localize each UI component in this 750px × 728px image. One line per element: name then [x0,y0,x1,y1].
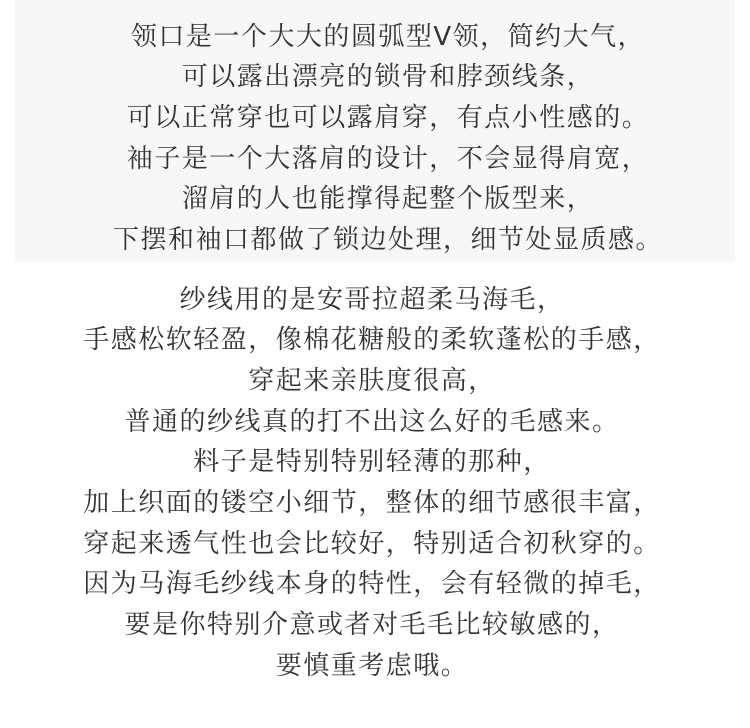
text-line: 普通的纱线真的打不出这么好的毛感来。 [124,406,620,437]
text-line: 要是你特别介意或者对毛毛比较敏感的， [124,610,620,641]
text-line: 纱线用的是安哥拉超柔马海毛， [179,284,565,315]
text-line: 料子是特别特别轻薄的那种， [193,447,551,478]
text-line: 穿起来透气性也会比较好，特别适合初秋穿的。 [83,528,661,559]
text-line: 加上织面的镂空小细节，整体的细节感很丰富， [83,488,661,519]
text-line: 下摆和袖口都做了锁边处理，细节处显质感。 [112,225,663,256]
text-line: 袖子是一个大落肩的设计，不会显得肩宽， [126,143,650,174]
text-line: 手感松软轻盈，像棉花糖般的柔软蓬松的手感， [83,325,661,356]
text-line: 可以露出漂亮的锁骨和脖颈线条， [181,62,595,93]
text-line: 穿起来亲肤度很高， [248,365,496,396]
text-line: 溜肩的人也能撑得起整个版型来， [181,184,595,215]
paragraph-design [26,17,750,261]
text-line: 可以正常穿也可以露肩穿，有点小性感的。 [126,102,650,133]
text-line: 因为马海毛纱线本身的特性，会有轻微的掉毛， [83,569,661,600]
text-line: 要慎重考虑哦。 [275,650,469,681]
paragraph-material [0,280,744,687]
text-line: 领口是一个大大的圆弧型V领，简约大气， [130,21,646,52]
